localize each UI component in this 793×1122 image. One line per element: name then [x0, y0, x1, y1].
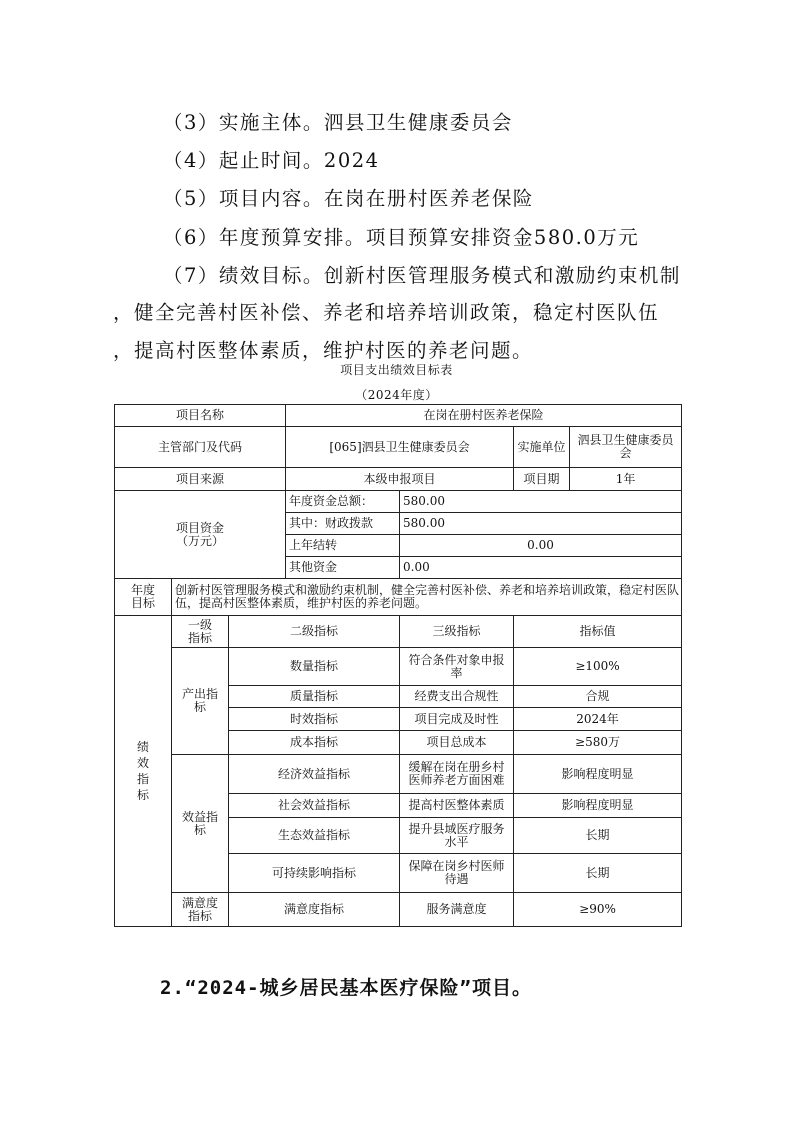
performance-target-table — [114, 404, 682, 927]
goal-label: 年度 目标 — [115, 579, 172, 616]
benefit-indicator-label: 效益指 标 — [172, 755, 229, 893]
satisfaction-value: ≥90% — [514, 893, 682, 927]
benefit-l2: 社会效益指标 — [229, 794, 400, 818]
funds-other-label: 其他资金 — [286, 557, 400, 579]
unit-label: 实施单位 — [514, 427, 570, 468]
funds-carryover-label: 上年结转 — [286, 535, 400, 557]
benefit-l3: 缓解在岗在册乡村 医师养老方面困难 — [400, 755, 514, 794]
funds-total-value: 580.00 — [400, 491, 682, 513]
benefit-value: 长期 — [514, 818, 682, 854]
output-indicator-label: 产出指 标 — [172, 648, 229, 755]
funds-carryover-value: 0.00 — [400, 535, 682, 557]
output-l2: 质量指标 — [229, 686, 400, 708]
benefit-value: 长期 — [514, 854, 682, 893]
paragraph-project-content: （5）项目内容。在岗在册村医养老保险 — [163, 187, 534, 210]
benefit-l2: 生态效益指标 — [229, 818, 400, 854]
paragraph-goal-line2: ，健全完善村医补偿、养老和培养培训政策，稳定村医队伍 — [113, 301, 660, 324]
benefit-l3: 提升县域医疗服务 水平 — [400, 818, 514, 854]
funds-label: 项目资金 （万元） — [115, 491, 286, 579]
dept-label: 主管部门及代码 — [115, 427, 286, 468]
dept-value: [065]泗县卫生健康委员会 — [286, 427, 514, 468]
unit-value: 泗县卫生健康委员会 — [570, 427, 682, 468]
benefit-l2: 经济效益指标 — [229, 755, 400, 794]
section-heading-2: 2.“2024-城乡居民基本医疗保险”项目。 — [160, 977, 532, 999]
satisfaction-indicator-label: 满意度 指标 — [172, 893, 229, 927]
period-value: 1年 — [570, 468, 682, 491]
perf-indicator-label: 绩 效 指 标 — [115, 616, 172, 927]
paragraph-time-period: （4）起止时间。2024 — [163, 149, 380, 172]
benefit-l3: 保障在岗乡村医师 待遇 — [400, 854, 514, 893]
project-name-label: 项目名称 — [115, 405, 286, 427]
benefit-value: 影响程度明显 — [514, 755, 682, 794]
satisfaction-l2: 满意度指标 — [229, 893, 400, 927]
funds-total-label: 年度资金总额： — [286, 491, 400, 513]
benefit-l3: 提高村医整体素质 — [400, 794, 514, 818]
output-l2: 成本指标 — [229, 731, 400, 755]
header-value: 指标值 — [514, 616, 682, 648]
goal-text: 创新村医管理服务模式和激励约束机制，健全完善村医补偿、养老和培养培训政策，稳定村医队伍，提高村医整体素质，维护村医的养老问题。 — [172, 579, 682, 616]
source-label: 项目来源 — [115, 468, 286, 491]
source-value: 本级申报项目 — [286, 468, 514, 491]
benefit-value: 影响程度明显 — [514, 794, 682, 818]
output-value: 合规 — [514, 686, 682, 708]
header-level2: 二级指标 — [229, 616, 400, 648]
funds-fiscal-label: 其中：财政拨款 — [286, 513, 400, 535]
output-l3: 经费支出合规性 — [400, 686, 514, 708]
output-value: ≥100% — [514, 648, 682, 686]
satisfaction-l3: 服务满意度 — [400, 893, 514, 927]
funds-other-value: 0.00 — [400, 557, 682, 579]
header-level3: 三级指标 — [400, 616, 514, 648]
table-title: 项目支出绩效目标表 — [340, 363, 453, 377]
benefit-l2: 可持续影响指标 — [229, 854, 400, 893]
output-l3: 项目总成本 — [400, 731, 514, 755]
output-value: 2024年 — [514, 708, 682, 731]
output-l3: 项目完成及时性 — [400, 708, 514, 731]
period-label: 项目期 — [514, 468, 570, 491]
funds-fiscal-value: 580.00 — [400, 513, 682, 535]
output-value: ≥580万 — [514, 731, 682, 755]
project-name-value: 在岗在册村医养老保险 — [286, 405, 682, 427]
paragraph-goal-line1: （7）绩效目标。创新村医管理服务模式和激励约束机制 — [163, 264, 681, 287]
paragraph-goal-line3: ，提高村医整体素质，维护村医的养老问题。 — [113, 339, 534, 362]
paragraph-implementing-body: （3）实施主体。泗县卫生健康委员会 — [163, 111, 513, 134]
paragraph-budget: （6）年度预算安排。项目预算安排资金580.0万元 — [163, 226, 640, 249]
header-level1: 一级 指标 — [172, 616, 229, 648]
output-l2: 数量指标 — [229, 648, 400, 686]
table-subtitle: （2024年度） — [355, 388, 438, 402]
output-l3: 符合条件对象申报 率 — [400, 648, 514, 686]
output-l2: 时效指标 — [229, 708, 400, 731]
